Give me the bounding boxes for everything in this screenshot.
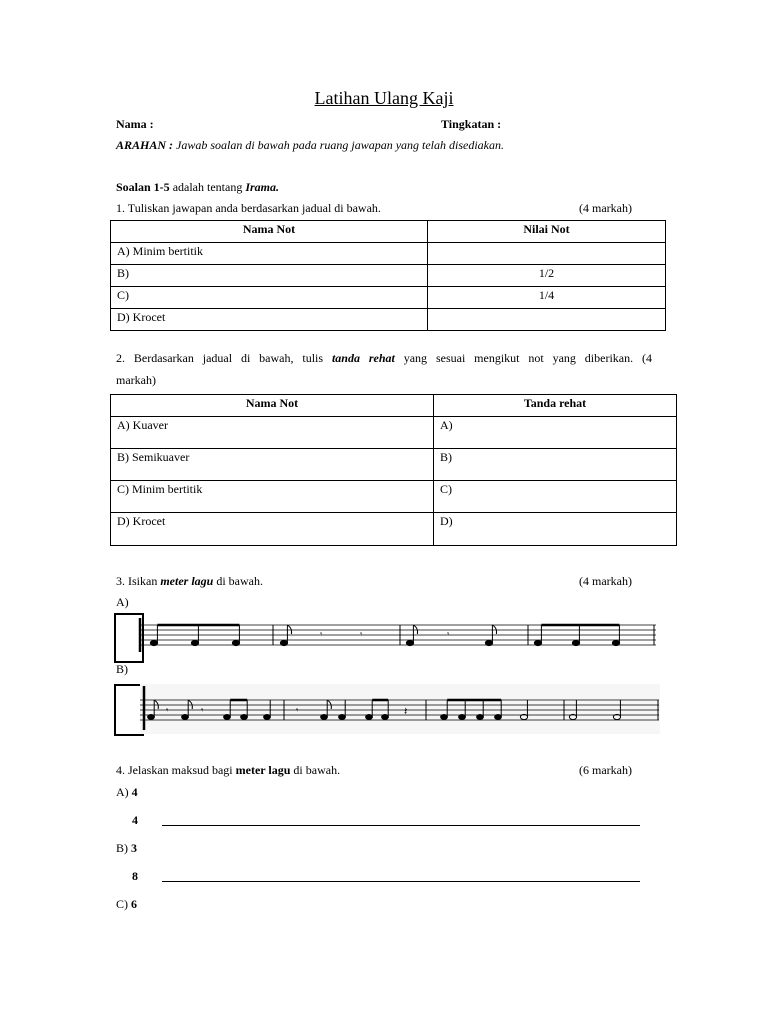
q2-cell-note: A) Kuaver xyxy=(111,417,434,449)
svg-text:𝄾: 𝄾 xyxy=(447,630,450,640)
answer-line-a[interactable] xyxy=(162,825,640,826)
q1-cell-note: A) Minim bertitik xyxy=(111,243,428,265)
q3-text-after: di bawah. xyxy=(216,574,263,588)
q4-item-a xyxy=(116,785,138,800)
table-row xyxy=(111,513,677,546)
svg-text:𝄾: 𝄾 xyxy=(201,706,204,716)
q2-table xyxy=(110,394,677,546)
arahan-label: ARAHAN : xyxy=(116,138,174,152)
q2-answer-cell[interactable]: A) xyxy=(434,417,677,449)
q4-item-b xyxy=(116,841,137,856)
q2-text-after: yang sesuai mengikut not yang diberikan. xyxy=(403,351,634,365)
q2-header-tanda-rehat: Tanda rehat xyxy=(434,395,677,417)
q1-answer-cell[interactable] xyxy=(428,309,666,331)
q1-cell-note[interactable]: C) xyxy=(111,287,428,309)
q1-cell-note: D) Krocet xyxy=(111,309,428,331)
intro-text: adalah tentang xyxy=(172,180,243,194)
q2-text xyxy=(116,351,652,366)
q3-text xyxy=(116,574,263,589)
q4-item-c-label: C) xyxy=(116,897,128,911)
q4-item-b-label: B) xyxy=(116,841,128,855)
svg-text:𝄾: 𝄾 xyxy=(360,630,363,640)
q3-keyword: meter lagu xyxy=(160,574,214,588)
q2-cell-note: C) Minim bertitik xyxy=(111,481,434,513)
q4-marks: (6 markah) xyxy=(579,763,632,777)
music-staff-a xyxy=(140,612,658,662)
table-row xyxy=(111,417,677,449)
q4-item-b-top: 3 xyxy=(131,841,137,855)
arahan-text: Jawab soalan di bawah pada ruang jawapan yang telah disediakan. xyxy=(176,138,505,152)
tingkatan-label: Tingkatan : xyxy=(441,117,502,131)
q4-item-c xyxy=(116,897,137,912)
q2-answer-cell[interactable]: D) xyxy=(434,513,677,546)
q2-marks-num: (4 xyxy=(642,351,653,365)
q4-text-before: 4. Jelaskan maksud bagi xyxy=(116,763,233,777)
q2-cell-note: D) Krocet xyxy=(111,513,434,546)
q4-text-after: di bawah. xyxy=(293,763,341,777)
q4-text xyxy=(116,763,340,778)
q1-header-row xyxy=(111,221,666,243)
instructions xyxy=(116,138,504,153)
q1-text: 1. Tuliskan jawapan anda berdasarkan jadual di bawah. xyxy=(116,201,381,215)
section-intro xyxy=(116,180,279,195)
table-row xyxy=(111,287,666,309)
table-row xyxy=(111,449,677,481)
q1-table xyxy=(110,220,666,331)
q1-header-nilai-not: Nilai Not xyxy=(428,221,666,243)
table-row xyxy=(111,309,666,331)
table-row xyxy=(111,243,666,265)
q1-cell-note[interactable]: B) xyxy=(111,265,428,287)
q3-label-a: A) xyxy=(116,595,129,609)
svg-text:𝄾: 𝄾 xyxy=(296,706,299,716)
q2-header-nama-not: Nama Not xyxy=(111,395,434,417)
q4-item-c-top: 6 xyxy=(131,897,137,911)
q1-header-nama-not: Nama Not xyxy=(111,221,428,243)
svg-text:𝄾: 𝄾 xyxy=(166,706,169,716)
q1-cell-value: 1/4 xyxy=(428,287,666,309)
q2-header-row xyxy=(111,395,677,417)
q4-item-a-label: A) xyxy=(116,785,129,799)
svg-text:𝄾: 𝄾 xyxy=(320,630,323,640)
q2-cell-note: B) Semikuaver xyxy=(111,449,434,481)
q4-item-a-bottom: 4 xyxy=(132,813,138,827)
q2-text-before: 2. Berdasarkan jadual di bawah, tulis xyxy=(116,351,324,365)
q2-marks-word: markah) xyxy=(116,373,156,387)
q1-answer-cell[interactable] xyxy=(428,243,666,265)
section-topic: Irama. xyxy=(245,180,280,194)
q2-answer-cell[interactable]: B) xyxy=(434,449,677,481)
q3-label-b: B) xyxy=(116,662,128,676)
q4-item-b-bottom: 8 xyxy=(132,869,138,883)
q1-marks: (4 markah) xyxy=(579,201,632,215)
table-row xyxy=(111,481,677,513)
q2-keyword: tanda rehat xyxy=(331,351,395,365)
q4-keyword: meter lagu xyxy=(235,763,291,777)
q4-item-a-top: 4 xyxy=(131,785,138,799)
table-row xyxy=(111,265,666,287)
soalan-range: Soalan 1-5 xyxy=(116,180,170,194)
answer-line-b[interactable] xyxy=(162,881,640,882)
nama-label: Nama : xyxy=(116,117,154,131)
q1-cell-value: 1/2 xyxy=(428,265,666,287)
svg-text:𝄽: 𝄽 xyxy=(404,705,408,718)
music-staff-b xyxy=(140,684,662,734)
q2-answer-cell[interactable]: C) xyxy=(434,481,677,513)
q3-text-before: 3. Isikan xyxy=(116,574,158,588)
page-title: Latihan Ulang Kaji xyxy=(314,88,454,108)
q3-marks: (4 markah) xyxy=(579,574,632,588)
